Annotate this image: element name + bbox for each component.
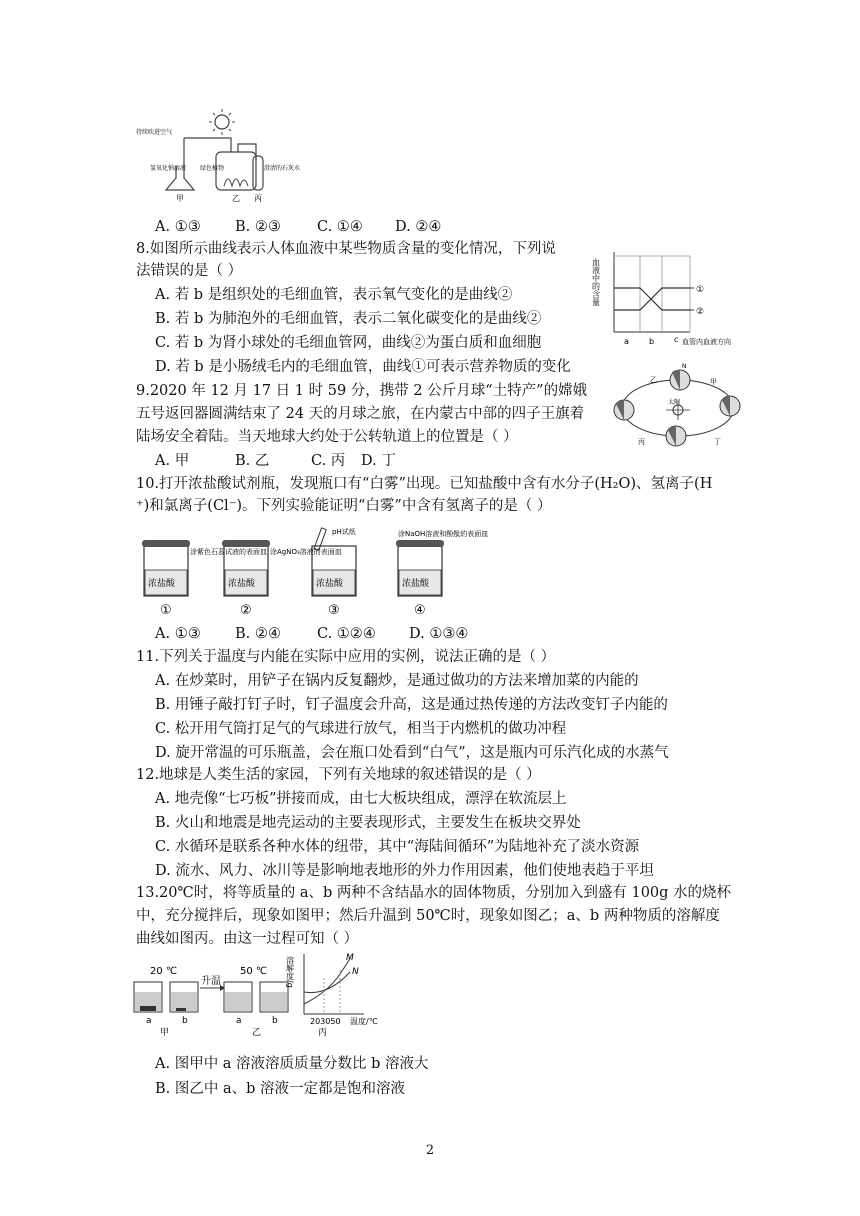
q10-option-a[interactable]: A. ①③ [155, 626, 201, 642]
q7-lime-label: 澄清的石灰水 [264, 165, 301, 172]
q7-option-d[interactable]: D. ②④ [395, 219, 442, 235]
q10-b1-label: 涂紫色石蕊试液的表面皿 [190, 548, 267, 556]
q10-stem-line2: ⁺)和氯离子(Cl⁻)。下列实验能证明“白雾”中含有氢离子的是（ ） [136, 498, 552, 514]
q13-b1: b [182, 1016, 188, 1026]
q9-n-label: N [682, 363, 687, 370]
q13-heat: 升温 [201, 976, 221, 987]
q13-yi: 乙 [252, 1028, 262, 1038]
q10-n4: ④ [414, 603, 426, 618]
q9-option-b[interactable]: B. 乙 [235, 453, 270, 469]
q11-option-b[interactable]: B. 用锤子敲打钉子时，钉子温度会升高，这是通过热传递的方法改变钉子内能的 [155, 697, 668, 713]
q13-ticks: 203050 [310, 1017, 341, 1026]
q7-option-b[interactable]: B. ②③ [235, 219, 281, 235]
q8-b-label: b [649, 337, 655, 346]
q13-m: M [346, 953, 354, 963]
q13-stem-line1: 13.20℃时，将等质量的 a、b 两种不含结晶水的固体物质，分别加入到盛有 100g 水的烧杯 [136, 885, 732, 901]
q8-curve1-label: ① [696, 285, 705, 295]
q7-option-a[interactable]: A. ①③ [155, 219, 201, 235]
q7-figure [136, 108, 301, 204]
q10-acid-4: 浓盐酸 [402, 579, 430, 589]
q8-stem-line2: 法错误的是（ ） [136, 263, 243, 279]
q9-option-d[interactable]: D. 丁 [361, 453, 396, 469]
q9-stem-line2: 五号返回器圆满结束了 24 天的月球之旅，在内蒙古中部的四子王旗着 [136, 406, 585, 422]
q10-acid-1: 浓盐酸 [148, 579, 176, 589]
q8-ylabel: 血液中的含量 [591, 258, 601, 306]
q12-stem: 12.地球是人类生活的家园，下列有关地球的叙述错误的是（ ） [136, 767, 541, 783]
q10-option-c[interactable]: C. ①②④ [317, 626, 376, 642]
q8-figure [591, 248, 754, 348]
q10-acid-2: 浓盐酸 [228, 579, 256, 589]
q9-stem-line1: 9.2020 年 12 月 17 日 1 时 59 分，携带 2 公斤月球“土特产”的嫦娥 [136, 383, 588, 399]
q13-ylabel: 溶解度/g [285, 956, 295, 988]
q12-option-b[interactable]: B. 火山和地震是地壳运动的主要表现形式，主要发生在板块交界处 [155, 815, 581, 831]
q9-jia-label: 甲 [710, 378, 717, 386]
q13-option-b[interactable]: B. 图乙中 a、b 溶液一定都是饱和溶液 [155, 1081, 406, 1097]
q12-option-a[interactable]: A. 地壳像“七巧板”拼接而成，由七大板块组成，漂浮在软流层上 [155, 791, 567, 807]
q13-t20: 20 ℃ [150, 966, 178, 977]
q9-option-c[interactable]: C. 丙 [311, 453, 346, 469]
q13-stem-line2: 中，充分搅拌后，现象如图甲；然后升温到 50℃时，现象如图乙；a、b 两种物质的溶解度 [136, 908, 720, 924]
q10-stem-line1: 10.打开浓盐酸试剂瓶，发现瓶口有“白雾”出现。已知盐酸中含有水分子(H₂O)、氢离子(H [136, 476, 713, 492]
q10-n3: ③ [328, 603, 340, 618]
q8-stem-line1: 8.如图所示曲线表示人体血液中某些物质含量的变化情况，下列说 [136, 241, 556, 257]
q9-sun-label: 太阳 [668, 399, 681, 406]
q7-air-label: 持续吹进空气 [136, 129, 173, 136]
q9-bing-label: 丙 [638, 438, 645, 446]
q9-options [155, 450, 396, 472]
q10-b4-label: 涂NaOH溶液和酚酞的表面皿 [398, 530, 489, 538]
q9-figure [610, 362, 750, 450]
q11-option-d[interactable]: D. 旋开常温的可乐瓶盖，会在瓶口处看到“白气”，这是瓶内可乐汽化成的水蒸气 [155, 745, 669, 761]
q8-xlabel: 血管内血液方向 [682, 338, 731, 346]
q13-figure [128, 948, 398, 1038]
q9-stem-line3: 陆场安全着陆。当天地球大约处于公转轨道上的位置是（ ） [136, 429, 518, 445]
q10-b3-label: pH试纸 [332, 528, 356, 536]
q13-a1: a [146, 1016, 152, 1026]
q9-ding-label: 丁 [714, 438, 721, 446]
q10-options [155, 623, 468, 645]
q9-yi-label: 乙 [650, 376, 657, 384]
q13-stem-line3: 曲线如图丙。由这一过程可知（ ） [136, 931, 359, 947]
q11-option-c[interactable]: C. 松开用气筒打足气的气球进行放气，相当于内燃机的做功冲程 [155, 721, 567, 737]
q8-a-label: a [624, 337, 629, 346]
q9-option-a[interactable]: A. 甲 [155, 453, 190, 469]
q10-option-b[interactable]: B. ②④ [235, 626, 281, 642]
q13-xlabel: 温度/℃ [350, 1017, 378, 1026]
q7-plant-label: 绿色植物 [200, 165, 225, 172]
q10-n2: ② [240, 603, 252, 618]
q7-options [155, 216, 441, 238]
q11-stem: 11.下列关于温度与内能在实际中应用的实例，说法正确的是（ ） [136, 649, 556, 665]
q12-option-c[interactable]: C. 水循环是联系各种水体的纽带，其中“海陆间循环”为陆地补充了淡水资源 [155, 839, 640, 855]
q10-option-d[interactable]: D. ①③④ [409, 626, 469, 642]
q7-option-c[interactable]: C. ①④ [317, 219, 363, 235]
q7-jia-label: 甲 [176, 194, 184, 203]
q8-option-b[interactable]: B. 若 b 为肺泡外的毛细血管，表示二氧化碳变化的是曲线② [155, 311, 542, 327]
q12-option-d[interactable]: D. 流水、风力、冰川等是影响地表地形的外力作用因素，他们使地表趋于平坦 [155, 863, 654, 879]
q8-option-a[interactable]: A. 若 b 是组织处的毛细血管，表示氧气变化的是曲线② [155, 287, 513, 303]
q13-a2: a [236, 1016, 242, 1026]
q7-yi-label: 乙 [232, 194, 240, 203]
q13-option-a[interactable]: A. 图甲中 a 溶液溶质质量分数比 b 溶液大 [155, 1056, 429, 1072]
q10-n1: ① [160, 603, 172, 618]
q7-naoh-label: 氢氧化钠溶液 [150, 165, 187, 172]
q8-option-c[interactable]: C. 若 b 为肾小球处的毛细血管网，曲线②为蛋白质和血细胞 [155, 335, 542, 351]
q10-b2-label: 涂AgNO₃溶液的表面皿 [270, 548, 342, 556]
q13-jia: 甲 [160, 1028, 170, 1038]
q10-figure [136, 524, 489, 620]
q13-b2: b [272, 1016, 278, 1026]
q8-curve2-label: ② [696, 307, 705, 317]
q13-bing: 丙 [318, 1028, 328, 1038]
q7-bing-label: 丙 [254, 194, 262, 203]
q8-option-d[interactable]: D. 若 b 是小肠绒毛内的毛细血管，曲线①可表示营养物质的变化 [155, 359, 571, 375]
q8-c-label: c [674, 335, 679, 344]
q11-option-a[interactable]: A. 在炒菜时，用铲子在锅内反复翻炒，是通过做功的方法来增加菜的内能的 [155, 673, 639, 689]
q10-acid-3: 浓盐酸 [316, 579, 344, 589]
page-number: 2 [425, 1143, 435, 1158]
q13-t50: 50 ℃ [240, 966, 268, 977]
q13-n: N [352, 967, 359, 977]
